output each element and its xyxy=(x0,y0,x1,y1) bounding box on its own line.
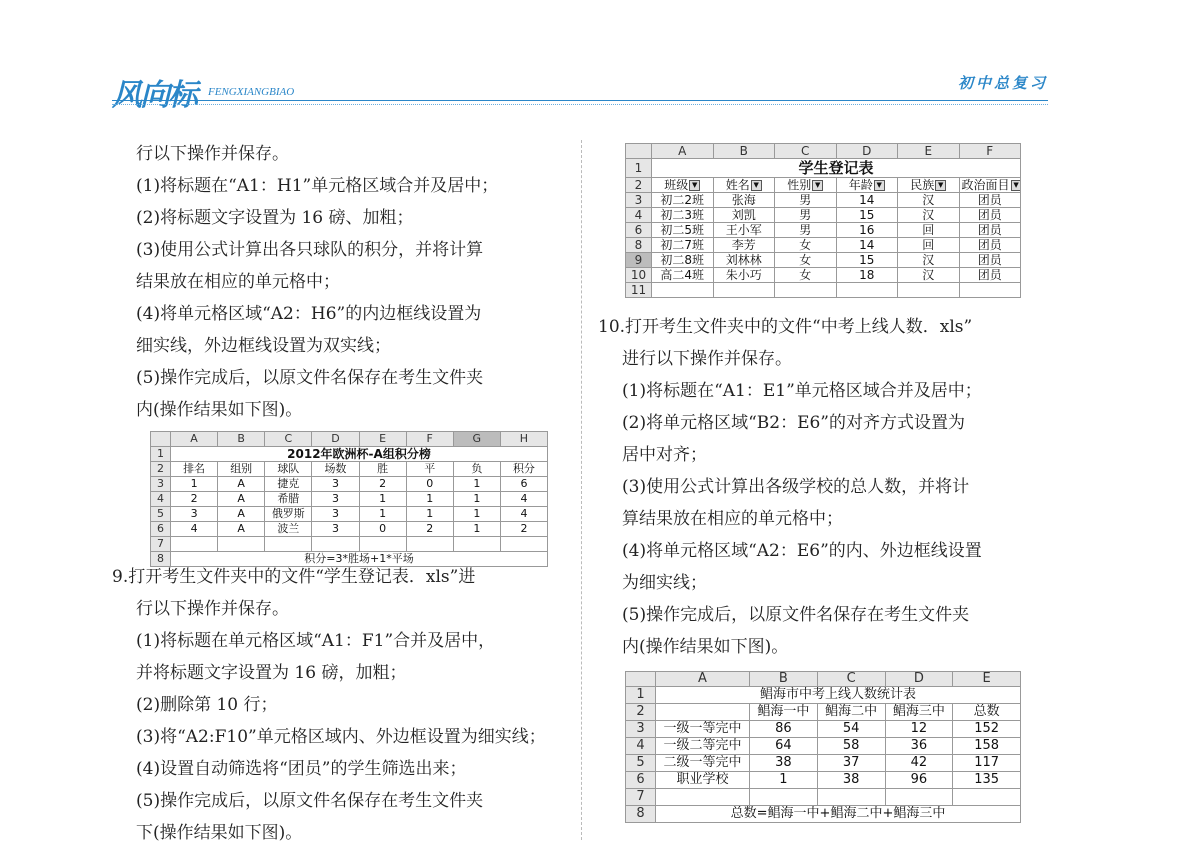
column-header: E xyxy=(359,432,406,447)
data-cell: 俄罗斯 xyxy=(265,507,312,522)
text-line: 为细实线； xyxy=(622,573,707,593)
data-cell: 2 xyxy=(171,492,218,507)
header-cell: 鲳海一中 xyxy=(750,704,818,721)
exam-table xyxy=(625,671,1021,823)
header-cell xyxy=(836,178,898,193)
header-label: 政治面目 xyxy=(961,178,1010,192)
text-line: (5)操作完成后，以原文件名保存在考生文件夹 xyxy=(622,605,970,625)
data-cell: 男 xyxy=(775,223,837,238)
text-line: 细实线，外边框线设置为双实线； xyxy=(136,336,391,356)
text-line: 行以下操作并保存。 xyxy=(136,144,289,164)
row-header: 1 xyxy=(626,159,652,178)
data-cell: 1 xyxy=(359,507,406,522)
data-cell: 1 xyxy=(406,507,453,522)
row-header: 10 xyxy=(626,268,652,283)
data-cell: 1 xyxy=(171,477,218,492)
sheet-title: 2012年欧洲杯-A组积分榜 xyxy=(171,447,548,462)
data-cell: 回 xyxy=(898,223,960,238)
data-cell: 42 xyxy=(885,755,953,772)
column-header: B xyxy=(750,672,818,687)
data-cell: 朱小巧 xyxy=(713,268,775,283)
row-header: 7 xyxy=(151,537,171,552)
data-cell: 158 xyxy=(953,738,1021,755)
text-line: 行以下操作并保存。 xyxy=(136,599,289,619)
data-cell: 职业学校 xyxy=(656,772,750,789)
header-label: 姓名 xyxy=(725,178,750,192)
header-cell: 组别 xyxy=(218,462,265,477)
data-cell: 2 xyxy=(500,522,547,537)
question-9-stem: 9.打开考生文件夹中的文件“学生登记表．xls”进 xyxy=(112,567,476,587)
data-cell: 6 xyxy=(500,477,547,492)
header-cell xyxy=(652,178,714,193)
data-cell: 初二2班 xyxy=(652,193,714,208)
corner-cell xyxy=(626,672,656,687)
data-cell: 86 xyxy=(750,721,818,738)
autofilter-dropdown-icon[interactable]: ▼ xyxy=(751,180,762,191)
data-cell: 二级一等完中 xyxy=(656,755,750,772)
data-cell: 高二4班 xyxy=(652,268,714,283)
header-cell: 排名 xyxy=(171,462,218,477)
header-cell: 负 xyxy=(453,462,500,477)
text-line: 下(操作结果如下图)。 xyxy=(136,823,303,843)
data-cell: 波兰 xyxy=(265,522,312,537)
data-cell: 1 xyxy=(453,507,500,522)
data-cell: 男 xyxy=(775,193,837,208)
row-header: 9 xyxy=(626,253,652,268)
column-header: A xyxy=(656,672,750,687)
data-cell: 团员 xyxy=(959,193,1021,208)
data-cell: 女 xyxy=(775,268,837,283)
autofilter-dropdown-icon[interactable]: ▼ xyxy=(935,180,946,191)
row-header: 8 xyxy=(626,806,656,823)
header-cell xyxy=(775,178,837,193)
formula-note: 积分=3*胜场+1*平场 xyxy=(171,552,548,567)
column-header: E xyxy=(953,672,1021,687)
header-cell: 胜 xyxy=(359,462,406,477)
data-cell: 152 xyxy=(953,721,1021,738)
column-divider xyxy=(581,140,582,840)
data-cell: 一级一等完中 xyxy=(656,721,750,738)
text-line: 进行以下操作并保存。 xyxy=(622,349,792,369)
row-header: 3 xyxy=(626,721,656,738)
row-header: 2 xyxy=(626,178,652,193)
euro-table xyxy=(150,431,548,567)
data-cell: 刘凯 xyxy=(713,208,775,223)
row-header: 6 xyxy=(626,772,656,789)
corner-cell xyxy=(151,432,171,447)
data-cell: 汉 xyxy=(898,253,960,268)
data-cell: A xyxy=(218,507,265,522)
formula-note: 总数=鲳海一中+鲳海二中+鲳海三中 xyxy=(656,806,1021,823)
column-header: D xyxy=(312,432,359,447)
autofilter-dropdown-icon[interactable]: ▼ xyxy=(1011,180,1021,191)
text-line: 结果放在相应的单元格中； xyxy=(136,272,340,292)
header-cell: 平 xyxy=(406,462,453,477)
header-rule xyxy=(112,100,1048,101)
text-line: (4)设置自动筛选将“团员”的学生筛选出来； xyxy=(136,759,467,779)
data-cell: 54 xyxy=(817,721,885,738)
data-cell: 4 xyxy=(171,522,218,537)
data-cell: 37 xyxy=(817,755,885,772)
autofilter-dropdown-icon[interactable]: ▼ xyxy=(689,180,700,191)
column-header: A xyxy=(652,144,714,159)
data-cell: 1 xyxy=(453,477,500,492)
page-header xyxy=(112,64,1048,113)
data-cell: A xyxy=(218,522,265,537)
section-title: 初中总复习 xyxy=(957,74,1048,92)
data-cell: 15 xyxy=(836,253,898,268)
header-cell: 场数 xyxy=(312,462,359,477)
data-cell: 38 xyxy=(817,772,885,789)
data-cell: 15 xyxy=(836,208,898,223)
text-line: (4)将单元格区域“A2：E6”的内、外边框线设置 xyxy=(622,541,982,561)
data-cell: 4 xyxy=(500,492,547,507)
data-cell: 汉 xyxy=(898,193,960,208)
data-cell: 团员 xyxy=(959,223,1021,238)
data-cell: 14 xyxy=(836,193,898,208)
header-cell: 鲳海三中 xyxy=(885,704,953,721)
text-line: (3)使用公式计算出各只球队的积分，并将计算 xyxy=(136,240,484,260)
text-line: 内(操作结果如下图)。 xyxy=(136,400,303,420)
data-cell: 初二8班 xyxy=(652,253,714,268)
data-cell: 捷克 xyxy=(265,477,312,492)
data-cell: 一级二等完中 xyxy=(656,738,750,755)
column-header: C xyxy=(817,672,885,687)
data-cell: 2 xyxy=(406,522,453,537)
data-cell: 汉 xyxy=(898,208,960,223)
header-cell xyxy=(898,178,960,193)
data-cell: 36 xyxy=(885,738,953,755)
data-cell: 16 xyxy=(836,223,898,238)
row-header: 6 xyxy=(151,522,171,537)
row-header: 3 xyxy=(151,477,171,492)
data-cell: 初二7班 xyxy=(652,238,714,253)
data-cell: 3 xyxy=(312,492,359,507)
data-cell: 64 xyxy=(750,738,818,755)
data-cell: 刘林林 xyxy=(713,253,775,268)
data-cell: 李芳 xyxy=(713,238,775,253)
text-line: (5)操作完成后，以原文件名保存在考生文件夹 xyxy=(136,791,484,811)
header-label: 年龄 xyxy=(848,178,873,192)
data-cell: 汉 xyxy=(898,268,960,283)
student-table xyxy=(625,143,1021,298)
row-header: 1 xyxy=(151,447,171,462)
data-cell: 3 xyxy=(312,522,359,537)
column-header: D xyxy=(885,672,953,687)
data-cell: 38 xyxy=(750,755,818,772)
question-10-stem: 10.打开考生文件夹中的文件“中考上线人数．xls” xyxy=(598,317,973,337)
data-cell: 3 xyxy=(171,507,218,522)
sheet-title: 鲳海市中考上线人数统计表 xyxy=(656,687,1021,704)
data-cell: 团员 xyxy=(959,208,1021,223)
data-cell: 男 xyxy=(775,208,837,223)
row-header: 8 xyxy=(626,238,652,253)
question-8-text xyxy=(112,138,498,426)
data-cell: 团员 xyxy=(959,253,1021,268)
data-cell: 初二3班 xyxy=(652,208,714,223)
column-header: D xyxy=(836,144,898,159)
data-cell: 3 xyxy=(312,507,359,522)
text-line: (3)使用公式计算出各级学校的总人数，并将计 xyxy=(622,477,970,497)
header-cell: 鲳海二中 xyxy=(817,704,885,721)
row-header: 4 xyxy=(151,492,171,507)
data-cell: 女 xyxy=(775,253,837,268)
data-cell: 1 xyxy=(406,492,453,507)
column-header: E xyxy=(898,144,960,159)
text-line: 算结果放在相应的单元格中； xyxy=(622,509,843,529)
data-cell: 回 xyxy=(898,238,960,253)
row-header: 2 xyxy=(151,462,171,477)
text-line: 居中对齐； xyxy=(622,445,707,465)
row-header: 1 xyxy=(626,687,656,704)
header-rule-dotted xyxy=(112,104,1048,105)
text-line: (1)将标题在“A1：E1”单元格区域合并及居中； xyxy=(622,381,982,401)
data-cell: 王小军 xyxy=(713,223,775,238)
data-cell: 张海 xyxy=(713,193,775,208)
text-line: (2)将标题文字设置为 16 磅、加粗； xyxy=(136,208,414,228)
data-cell: 14 xyxy=(836,238,898,253)
column-header: G xyxy=(453,432,500,447)
data-cell: 1 xyxy=(453,492,500,507)
question-10-text xyxy=(598,311,982,663)
data-cell: 1 xyxy=(359,492,406,507)
row-header: 11 xyxy=(626,283,652,298)
data-cell: 团员 xyxy=(959,268,1021,283)
text-line: (2)将单元格区域“B2：E6”的对齐方式设置为 xyxy=(622,413,965,433)
column-header: F xyxy=(959,144,1021,159)
data-cell: 希腊 xyxy=(265,492,312,507)
row-header: 6 xyxy=(626,223,652,238)
row-header: 7 xyxy=(626,789,656,806)
data-cell: 0 xyxy=(406,477,453,492)
header-cell: 球队 xyxy=(265,462,312,477)
column-header: F xyxy=(406,432,453,447)
text-line: (3)将“A2:F10”单元格区域内、外边框设置为细实线； xyxy=(136,727,546,747)
header-cell xyxy=(959,178,1021,193)
brand-logo-subtitle: FENGXIANGBIAO xyxy=(208,86,295,98)
data-cell: 58 xyxy=(817,738,885,755)
spreadsheet-euro-cup xyxy=(150,431,548,567)
header-label: 民族 xyxy=(910,178,935,192)
row-header: 8 xyxy=(151,552,171,567)
column-header: C xyxy=(265,432,312,447)
text-line: (1)将标题在“A1：H1”单元格区域合并及居中； xyxy=(136,176,499,196)
column-header: H xyxy=(500,432,547,447)
text-line: 内(操作结果如下图)。 xyxy=(622,637,789,657)
text-line: (1)将标题在单元格区域“A1：F1”合并及居中， xyxy=(136,631,496,651)
data-cell: 18 xyxy=(836,268,898,283)
row-header: 4 xyxy=(626,738,656,755)
brand-logo: 风向标 xyxy=(112,78,196,113)
data-cell: 1 xyxy=(750,772,818,789)
header-label: 班级 xyxy=(664,178,689,192)
data-cell: 96 xyxy=(885,772,953,789)
data-cell: 117 xyxy=(953,755,1021,772)
data-cell: 女 xyxy=(775,238,837,253)
row-header: 4 xyxy=(626,208,652,223)
question-9-text xyxy=(112,561,546,849)
text-line: (4)将单元格区域“A2：H6”的内边框线设置为 xyxy=(136,304,482,324)
data-cell: 初二5班 xyxy=(652,223,714,238)
data-cell: 4 xyxy=(500,507,547,522)
data-cell: A xyxy=(218,477,265,492)
data-cell: 0 xyxy=(359,522,406,537)
row-header: 5 xyxy=(626,755,656,772)
data-cell: 2 xyxy=(359,477,406,492)
header-cell xyxy=(656,704,750,721)
data-cell: 3 xyxy=(312,477,359,492)
header-label: 性别 xyxy=(787,178,812,192)
spreadsheet-student-register xyxy=(625,143,1021,298)
column-header: B xyxy=(713,144,775,159)
row-header: 3 xyxy=(626,193,652,208)
spreadsheet-exam-stats xyxy=(625,671,1021,823)
text-line: 并将标题文字设置为 16 磅，加粗； xyxy=(136,663,407,683)
header-cell: 总数 xyxy=(953,704,1021,721)
data-cell: 团员 xyxy=(959,238,1021,253)
row-header: 5 xyxy=(151,507,171,522)
header-cell xyxy=(713,178,775,193)
autofilter-dropdown-icon[interactable]: ▼ xyxy=(812,180,823,191)
text-line: (2)删除第 10 行； xyxy=(136,695,278,715)
sheet-title: 学生登记表 xyxy=(652,159,1021,178)
column-header: B xyxy=(218,432,265,447)
data-cell: 135 xyxy=(953,772,1021,789)
corner-cell xyxy=(626,144,652,159)
autofilter-dropdown-icon[interactable]: ▼ xyxy=(874,180,885,191)
data-cell: 1 xyxy=(453,522,500,537)
row-header: 2 xyxy=(626,704,656,721)
column-header: A xyxy=(171,432,218,447)
text-line: (5)操作完成后，以原文件名保存在考生文件夹 xyxy=(136,368,484,388)
header-cell: 积分 xyxy=(500,462,547,477)
data-cell: A xyxy=(218,492,265,507)
data-cell: 12 xyxy=(885,721,953,738)
column-header: C xyxy=(775,144,837,159)
